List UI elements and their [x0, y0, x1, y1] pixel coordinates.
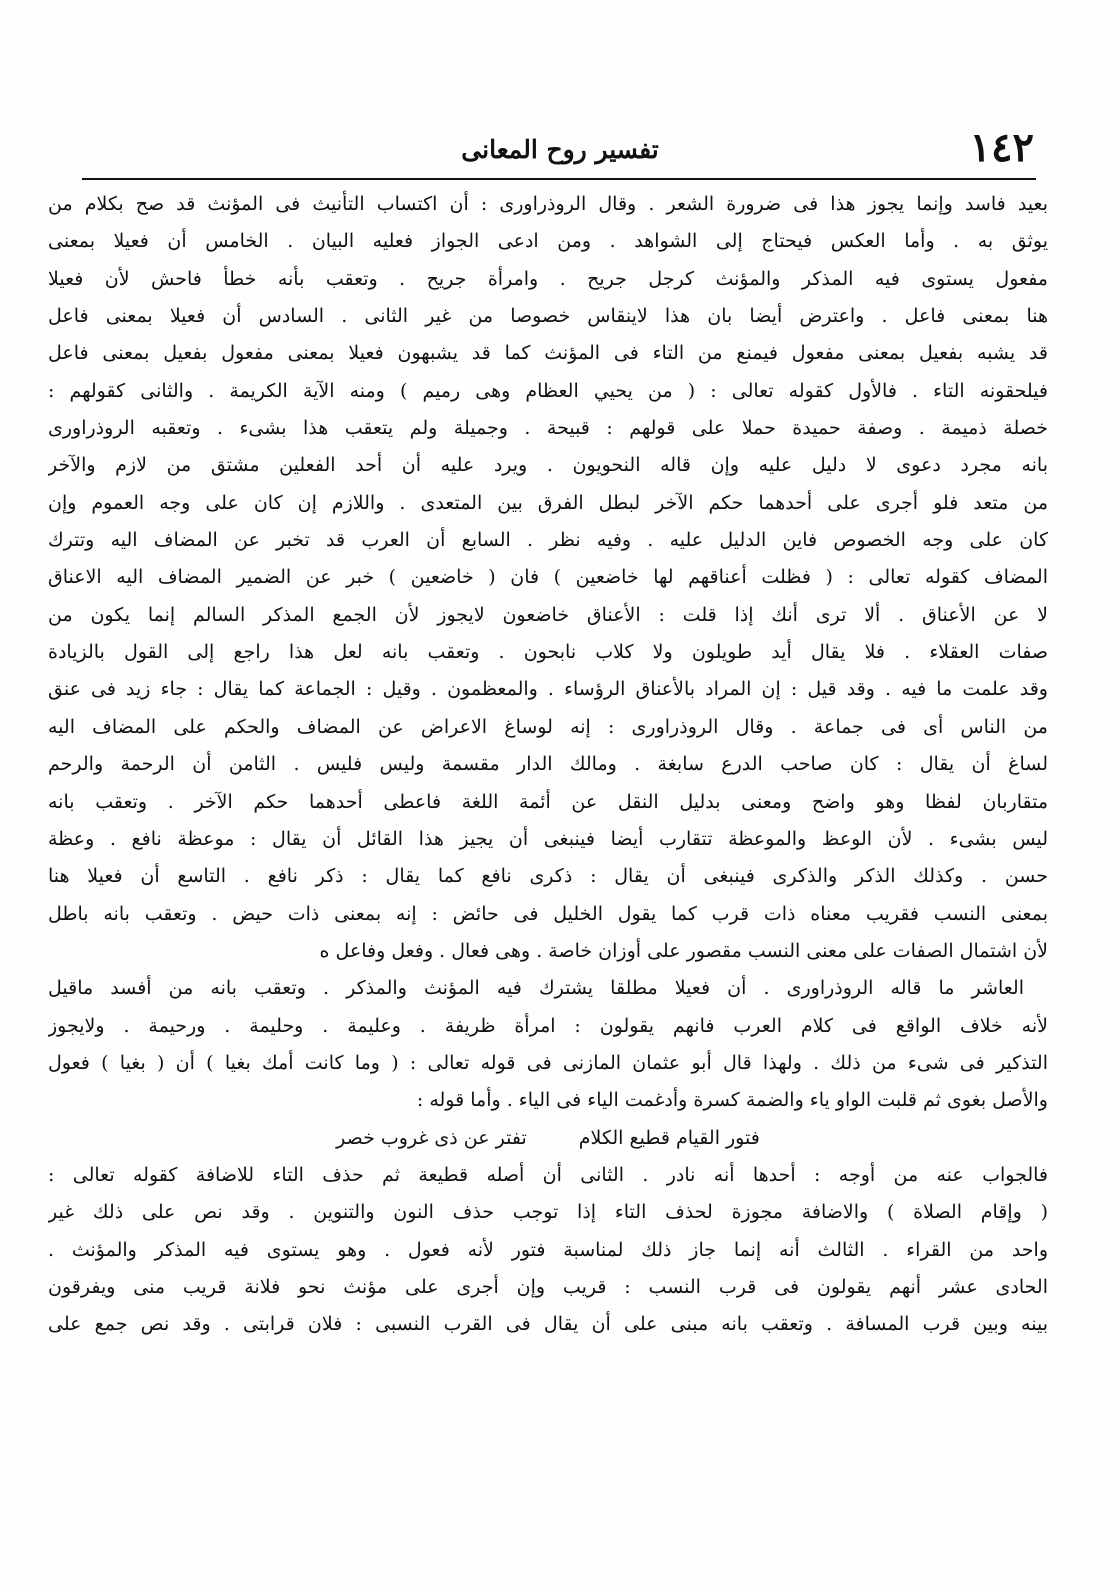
text-line: المضاف كقوله تعالى : ( فظلت أعناقهم لها خاضعين ) فان ( خاضعين ) خبر عن الضمير المضاف اليه الاعناق: [48, 566, 1048, 589]
text-line: وقد علمت ما فيه . وقد قيل : إن المراد بالأعناق الرؤساء . والمعظمون . وقيل : الجماعة كما يقال : جاء زيد فى عنق: [48, 678, 1048, 701]
text-line: التذكير فى شىء من ذلك . ولهذا قال أبو عثمان المازنى فى قوله تعالى : ( وما كانت أمك بغيا ) أن ( بغيا ) فعول: [48, 1051, 1048, 1074]
header-rule: [82, 178, 1036, 180]
text-line: لأن اشتمال الصفات على معنى النسب مقصور على أوزان خاصة . وهى فعال . وفعل وفاعل ه: [319, 939, 1048, 962]
text-line: متقاربان لفظا وهو واضح ومعنى بدليل النقل عن أئمة اللغة فاعطى أحدهما حكم الآخر . وتعقب بانه: [48, 790, 1048, 813]
text-line: الحادى عشر أنهم يقولون فى قرب النسب : قريب وإن أجرى على مؤنث نحو فلانة قريب منى ويفرقون: [48, 1275, 1048, 1298]
text-line: حسن . وكذلك الذكر والذكرى فينبغى أن يقال : ذكرى نافع كما يقال : ذكر نافع . التاسع أن فعيلا هنا: [48, 865, 1048, 888]
text-line: العاشر ما قاله الروذراورى . أن فعيلا مطلقا يشترك فيه المؤنث والمذكر . وتعقب بانه من أفسد ماقيل: [48, 977, 1024, 1000]
text-body: [48, 186, 1048, 1556]
text-line: كان على وجه الخصوص فاين الدليل عليه . وفيه نظر . السابع أن العرب قد تخبر عن المضاف اليه وتترك: [48, 529, 1048, 552]
text-line: لساغ أن يقال : كان صاحب الدرع سابغة . ومالك الدار مقسمة وليس فليس . الثامن أن الرحمة والرحم: [48, 753, 1048, 776]
verse-hemistich: فتور القيام قطيع الكلام: [578, 1126, 760, 1149]
poetry-verse: [48, 1120, 1048, 1157]
text-line: والأصل بغوى ثم قلبت الواو ياء والضمة كسرة وأدغمت الياء فى الياء . وأما قوله :: [416, 1089, 1048, 1112]
running-title: تفسير روح المعانى: [461, 135, 659, 164]
text-line: بانه مجرد دعوى لا دليل عليه وإن قاله النحويون . ويرد عليه أن أحد الفعلين مشتق من لازم والآخر: [48, 454, 1048, 477]
verse-hemistich: تفتر عن ذى غروب خصر: [336, 1126, 527, 1149]
text-line: مفعول يستوى فيه المذكر والمؤنث كرجل جريح . وامرأة جريح . وتعقب بأنه خطأ فاحش لأن فعيلا: [48, 267, 1048, 290]
text-line: من الناس أى فى جماعة . وقال الروذراورى : إنه لوساغ الاعراض عن المضاف والحكم على المضاف اليه: [48, 715, 1048, 738]
text-line: من متعد فلو أجرى على أحدهما حكم الآخر لبطل الفرق بين المتعدى . واللازم إن كان على وجه العموم وإن: [48, 491, 1048, 514]
text-line: لا عن الأعناق . ألا ترى أنك إذا قلت : الأعناق خاضعون لايجوز لأن الجمع المذكر السالم إنما يكون من: [48, 603, 1048, 626]
text-line: بعيد فاسد وإنما يجوز هذا فى ضرورة الشعر . وقال الروذراورى : أن اكتساب التأنيث فى المؤنث قد صح بكلام من: [48, 193, 1048, 215]
text-line: فيلحقونه التاء . فالأول كقوله تعالى : ( من يحيي العظام وهى رميم ) ومنه الآية الكريمة . والثانى كقولهم :: [48, 379, 1048, 402]
page-header: [86, 122, 1034, 174]
text-line: بينه وبين قرب المسافة . وتعقب بانه مبنى على أن يقال فى القرب النسبى : فلان قرابتى . وقد نص جمع على: [48, 1313, 1048, 1336]
text-line: فالجواب عنه من أوجه : أحدها أنه نادر . الثانى أن أصله قطيعة ثم حذف التاء للاضافة كقوله تعالى :: [48, 1163, 1048, 1186]
text-line: ( وإقام الصلاة ) والاضافة مجوزة لحذف التاء إذا توجب حذف النون والتنوين . وقد نص على ذلك غير: [48, 1201, 1048, 1224]
text-line: بمعنى النسب فقريب معناه ذات قرب كما يقول الخليل فى حائض : إنه بمعنى ذات حيض . وتعقب بانه باطل: [48, 902, 1048, 925]
text-line: هنا بمعنى فاعل . واعترض أيضا بان هذا لاينقاس خصوصا من غير الثانى . السادس أن فعيلا بمعنى فاعل: [48, 305, 1048, 328]
text-line: قد يشبه بفعيل بمعنى مفعول فيمنع من التاء فى المؤنث كما قد يشبهون فعيلا بمعنى مفعول بفعيل بمعنى فاعل: [48, 342, 1048, 365]
text-line: لأنه خلاف الواقع فى كلام العرب فانهم يقولون : امرأة ظريفة . وعليمة . وحليمة . ورحيمة . ولايجوز: [48, 1014, 1048, 1037]
text-line: ليس بشىء . لأن الوعظ والموعظة تتقارب أيضا فينبغى أن يجيز هذا القائل أن يقال : موعظة نافع . وعظة: [48, 827, 1048, 850]
text-line: خصلة ذميمة . وصفة حميدة حملا على قولهم : قبيحة . وجميلة ولم يتعقب هذا بشىء . وتعقبه الروذراورى: [48, 417, 1048, 440]
text-line: يوثق به . وأما العكس فيحتاج إلى الشواهد . ومن ادعى الجواز فعليه البيان . الخامس أن فعيلا بمعنى: [48, 230, 1048, 253]
text-line: واحد من القراء . الثالث أنه إنما جاز ذلك لمناسبة فتور لأنه فعول . وهو يستوى فيه المذكر والمؤنث .: [48, 1238, 1048, 1261]
text-line: صفات العقلاء . فلا يقال أيد طويلون ولا كلاب نابحون . وتعقب بانه لعل هذا راجع إلى القول بالزيادة: [48, 641, 1048, 664]
page-number: ١٤٢: [969, 124, 1034, 171]
